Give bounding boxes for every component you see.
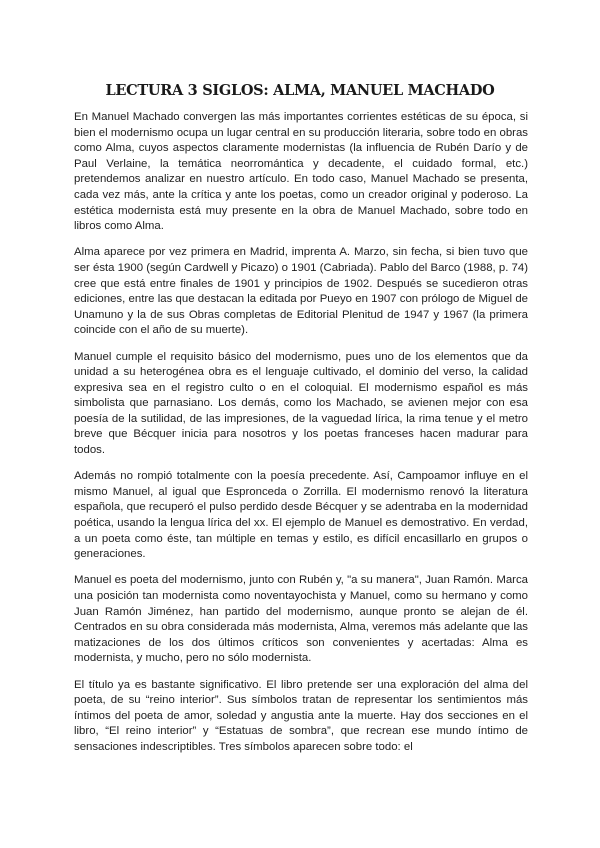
paragraph: Manuel cumple el requisito básico del modernismo, pues uno de los elementos que da unidad a su heterogénea obra es el lenguaje cultivado, el dominio del verso, la calidad expresiva sea en el registro culto o en el coloquial. El modernismo español es más simbolista que parnasiano. Los demás, como los Machado, se avienen mejor con esa poesía de la sutilidad, de las impresiones, de la vaguedad lírica, la rima tenue y el metro breve que Bécquer inicia para nosotros y los poetas franceses hacen madurar para todos. [74,350,528,457]
paragraph: Además no rompió totalmente con la poesía precedente. Así, Campoamor influye en el mismo Manuel, al igual que Espronceda o Zorrilla. El modernismo renovó la literatura española, que recuperó el pulso perdido desde Bécquer y se adentraba en la modernidad poética, usando la lengua lírica del xx. El ejemplo de Manuel es demostrativo. En verdad, a un poeta como éste, tan múltiple en temas y estilo, es difícil encasillarlo en grupos o generaciones. [74,470,528,561]
paragraph: Manuel es poeta del modernismo, junto con Rubén y, "a su manera", Juan Ramón. Marca una posición tan modernista como noventayochista y Manuel, como su hermano y como Juan Ramón Jiménez, han partido del modernismo, aunque pronto se alejan de él. Centrados en su obra considerada más modernista, Alma, veremos más adelante que las matizaciones de los dos últimos críticos son convenientes y acertadas: Alma es modernista, y mucho, pero no sólo modernista. [74,574,528,665]
article-body [74,110,528,756]
paragraph: Alma aparece por vez primera en Madrid, imprenta A. Marzo, sin fecha, si bien tuvo que ser ésta 1900 (según Cardwell y Picazo) o 1901 (Cabriada). Pablo del Barco (1988, p. 74) cree que está entre finales de 1901 y principios de 1902. Después se sucedieron otras ediciones, entre las que destacan la editada por Pueyo en 1907 con prólogo de Miguel de Unamuno y la de sus Obras completas de Editorial Plenitud de 1947 y 1967 (la primera coincide con el año de su muerte). [74,246,528,337]
paragraph: El título ya es bastante significativo. El libro pretende ser una exploración del alma del poeta, de su “reino interior”. Sus símbolos tratan de representar los sentimientos más íntimos del poeta de amor, soledad y angustia ante la muerte. Hay dos secciones en el libro, “El reino interior” y “Estatuas de sombra”, que recrean ese mundo íntimo de sensaciones indescriptibles. Tres símbolos aparecen sobre todo: el [74,678,528,753]
paragraph: En Manuel Machado convergen las más importantes corrientes estéticas de su época, si bien el modernismo ocupa un lugar central en su producción literaria, sobre todo en obras como Alma, cuyos aspectos claramente modernistas (la influencia de Rubén Darío y de Paul Verlaine, la temática neorromántica y decadente, el cuidado formal, etc.) pretendemos analizar en nuestro artículo. En todo caso, Manuel Machado se presenta, cada vez más, ante la crítica y ante los poetas, como un creador original y poderoso. La estética modernista está muy presente en la obra de Manuel Machado, sobre todo en libros como Alma. [74,111,528,233]
page-title: LECTURA 3 SIGLOS: ALMA, MANUEL MACHADO [105,82,495,99]
